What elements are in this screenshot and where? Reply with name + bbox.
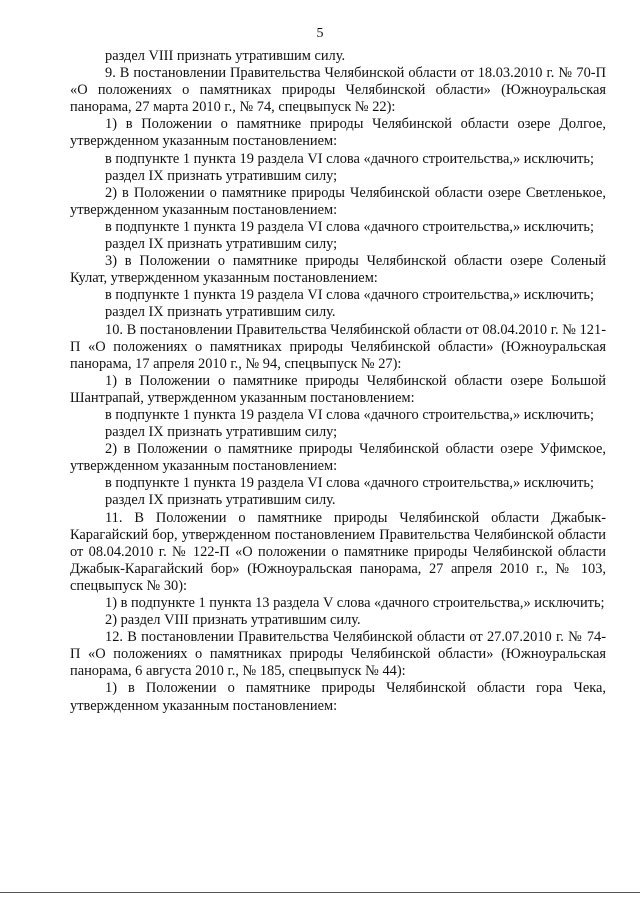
paragraph: в подпункте 1 пункта 19 раздела VI слова «дачного строительства,» исключить; — [105, 475, 594, 492]
paragraph: раздел IX признать утратившим силу. — [105, 492, 336, 509]
paragraph: 1) в подпункте 1 пункта 13 раздела V слова «дачного строительства,» исключить; — [105, 595, 605, 611]
paragraph: раздел IX признать утратившим силу. — [105, 304, 336, 321]
paragraph: 11. В Положении о памятнике природы Челябинской области Джабык-Карагайский бор, утвержденном постановлением Правительства Челябинской области от 08.04.2010 г. № 122-П «О положении о памятнике природы Челябинской области Джабык-Карагайский бор» (Южноуральская панорама, 27 апреля 2010 г., № 103, спецвыпуск № 30): — [70, 509, 606, 594]
paragraph: 1) в Положении о памятнике природы Челябинской области озере Большой Шантрапай, утвержденном указанным постановлением: — [70, 372, 606, 406]
paragraph: 2) в Положении о памятнике природы Челябинской области озере Уфимское, утвержденном указанным постановлением: — [70, 441, 606, 475]
paragraph: в подпункте 1 пункта 19 раздела VI слова «дачного строительства,» исключить; — [105, 150, 594, 167]
paragraph: раздел IX признать утратившим силу; — [105, 167, 338, 184]
paragraph: в подпункте 1 пункта 19 раздела VI слова «дачного строительства,» исключить; — [105, 218, 594, 235]
paragraph: 3) в Положении о памятнике природы Челябинской области озере Соленый Кулат, утвержденном указанным постановлением: — [70, 253, 606, 287]
paragraph: раздел IX признать утратившим силу; — [105, 236, 338, 253]
paragraph: 12. В постановлении Правительства Челябинской области от 27.07.2010 г. № 74-П «О положениях о памятниках природы Челябинской области» (Южноуральская панорама, 6 августа 2010 г., № 185, спецвыпуск № 44): — [70, 629, 606, 680]
page-number: 5 — [316, 26, 324, 41]
document-body — [70, 48, 606, 715]
paragraph: раздел VIII признать утратившим силу. — [105, 48, 346, 64]
paragraph: 1) в Положении о памятнике природы Челябинской области озере Долгое, утвержденном указанным постановлением: — [70, 116, 606, 150]
paragraph: в подпункте 1 пункта 19 раздела VI слова «дачного строительства,» исключить; — [105, 406, 594, 423]
paragraph: 1) в Положении о памятнике природы Челябинской области гора Чека, утвержденном указанным постановлением: — [70, 680, 606, 714]
paragraph: 2) в Положении о памятнике природы Челябинской области озере Светленькое, утвержденном указанным постановлением: — [70, 184, 606, 218]
paragraph: раздел IX признать утратившим силу; — [105, 424, 338, 441]
bottom-divider — [0, 892, 640, 893]
paragraph: в подпункте 1 пункта 19 раздела VI слова «дачного строительства,» исключить; — [105, 287, 594, 304]
paragraph: 2) раздел VIII признать утратившим силу. — [105, 612, 361, 629]
paragraph: 9. В постановлении Правительства Челябинской области от 18.03.2010 г. № 70-П «О положениях о памятниках природы Челябинской области» (Южноуральская панорама, 27 марта 2010 г., № 74, спецвыпуск № 22): — [70, 65, 606, 116]
paragraph: 10. В постановлении Правительства Челябинской области от 08.04.2010 г. № 121-П «О положениях о памятниках природы Челябинской области» (Южноуральская панорама, 17 апреля 2010 г., № 94, спецвыпуск № 27): — [70, 321, 606, 372]
